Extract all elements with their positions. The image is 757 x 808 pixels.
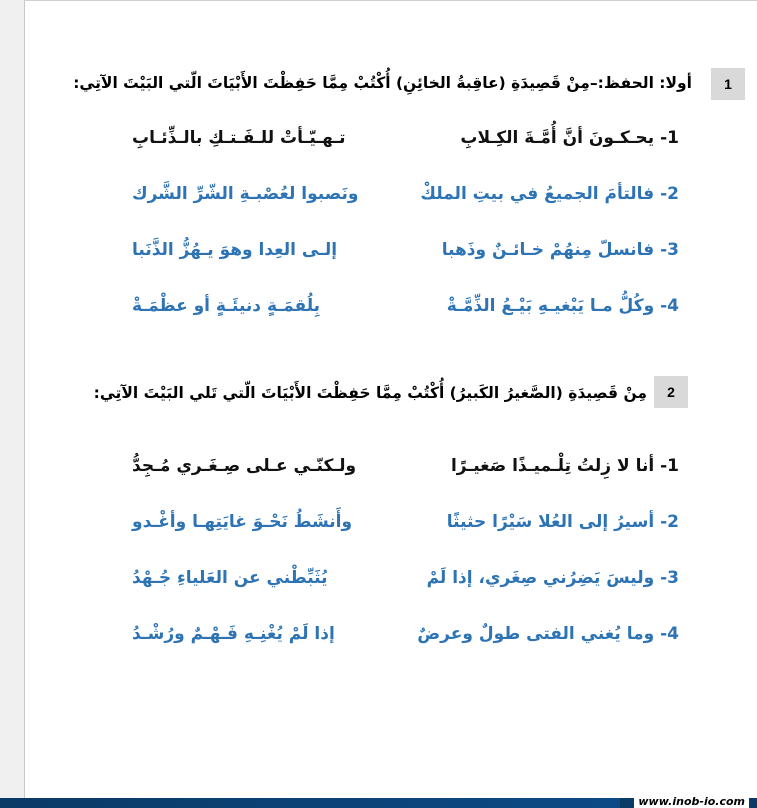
question-1-heading: أولا: الحفظ:–مِنْ قَصِيدَةِ (عاقِبةُ الخائِنِ) أُكْتُبْ مِمَّا حَفِظْتَ الأَبْيَاتَ الّتي البَيْتَ الآتِي: xyxy=(73,74,692,92)
site-watermark: www.inob-io.com xyxy=(634,796,749,808)
verse-1-3-first-half: 3- فانسلّ مِنهُمْ خـائـنٌ وذَهبا xyxy=(441,240,679,260)
page-top-border xyxy=(24,0,757,1)
verse-1-2-first-half: 2- فالتأمَ الجميعُ في بيتِ الملكْ xyxy=(420,184,679,204)
page-left-edge xyxy=(0,0,25,808)
question-2-heading: مِنْ قَصِيدَةِ (الصَّغيرُ الكَبيرُ) أُكْتُبْ مِمَّا حَفِظْتَ الأَبْيَاتَ الّتي تَلي البَيْتَ الآتِي: xyxy=(93,384,647,402)
verse-2-4-second-half: إذا لَمْ يُغْنِـهِ فَـهْـمٌ ورُشْـدُ xyxy=(132,624,335,644)
verse-2-4-first-half: 4- وما يُغني الفتى طولٌ وعرضٌ xyxy=(417,624,679,644)
verse-2-2-first-half: 2- أسيرُ إلى العُلا سَيْرًا حثيثًا xyxy=(446,512,679,532)
verse-1-1-second-half: تـهـيّـأتْ للـفَـتـكِ بالـذِّئـابِ xyxy=(132,128,346,148)
verse-1-3-second-half: إلـى العِدا وهوَ يـهُزُّ الذَّنَبا xyxy=(132,240,338,260)
verse-2-2-second-half: وأَنشَطُ نَحْـوَ غايَتِهـا وأغْـدو xyxy=(132,512,353,532)
question-number-2: 2 xyxy=(654,376,688,408)
verse-2-1-second-half: ولـكنّـي عـلى صِـغَـري مُـجِدُّ xyxy=(132,456,357,476)
verse-1-2-second-half: ونَصبوا لعُصْبـةِ الشّرِّ الشَّرك xyxy=(132,184,359,204)
verse-1-1-first-half: 1- يحـكـونَ أنَّ أُمَّـةَ الكِـلابِ xyxy=(460,128,679,148)
verse-2-3-second-half: يُثَبِّطْني عن العَلياءِ جُـهْدُ xyxy=(132,568,328,588)
verse-2-1-first-half: 1- أنا لا زِلتُ تِلْـميـذًا صَغيـرًا xyxy=(450,456,679,476)
verse-2-3-first-half: 3- وليسَ يَضِرُني صِغَري، إذا لَمْ xyxy=(426,568,679,588)
verse-1-4-second-half: بِلُقمَـةٍ دنيئَـةٍ أو عظْمَـةْ xyxy=(132,296,321,316)
question-number-1: 1 xyxy=(711,68,745,100)
verse-1-4-first-half: 4- وكُلُّ مـا يَبْغيـهِ بَيْـعُ الذِّمَّـةْ xyxy=(446,296,679,316)
